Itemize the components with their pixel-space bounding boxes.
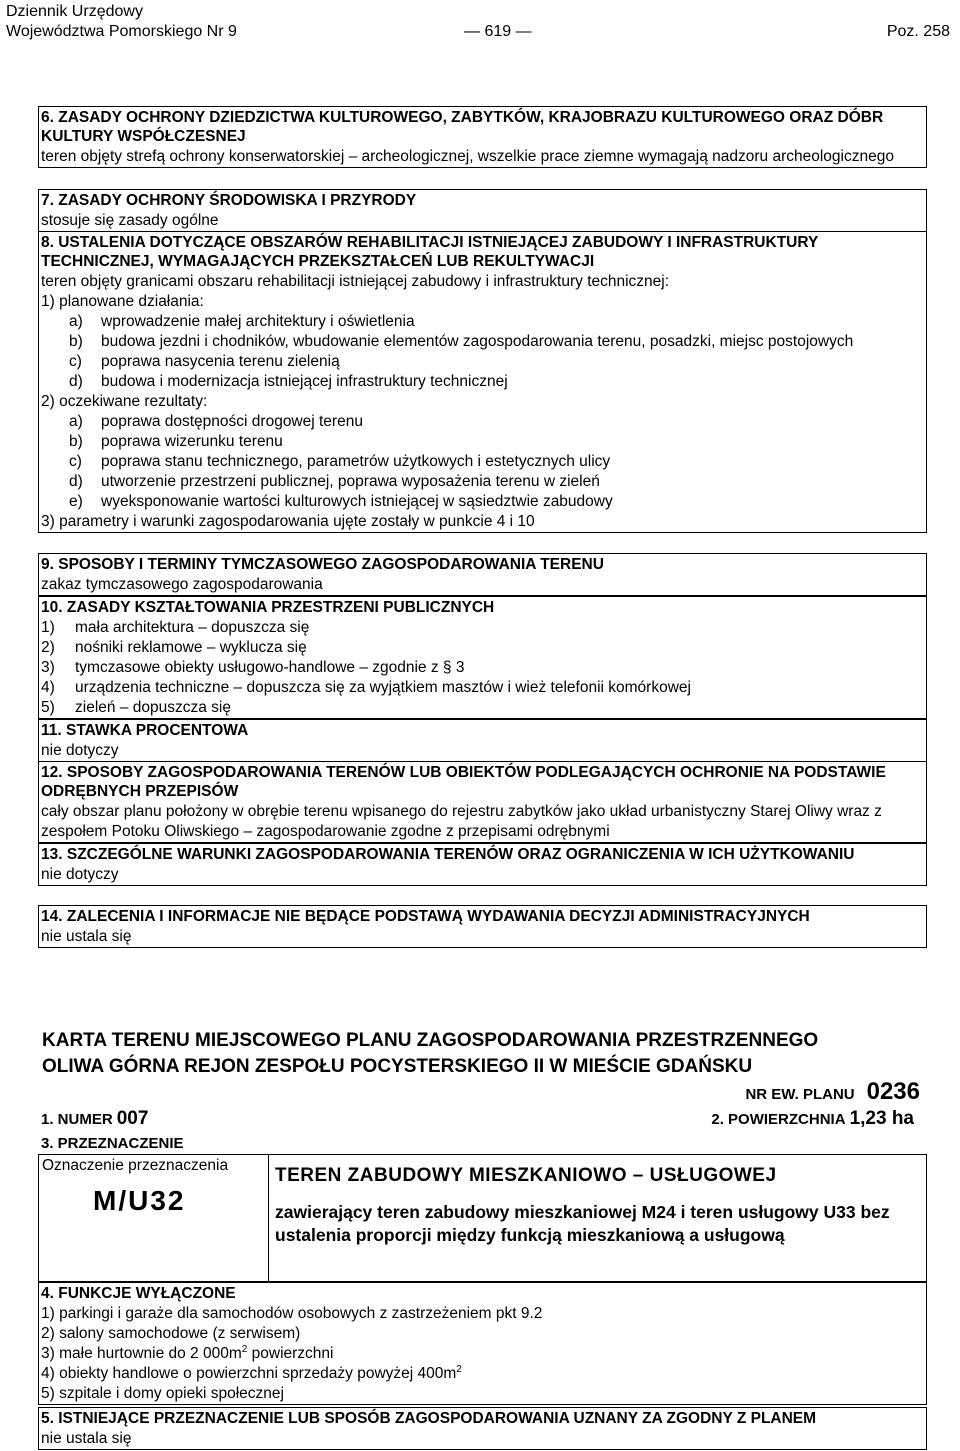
section-8-p1-label: 1) planowane działania:	[41, 293, 204, 310]
section-11	[38, 719, 927, 762]
section-8	[38, 231, 927, 533]
excluded-functions	[38, 1282, 927, 1405]
list-item: 5) szpitale i domy opieki społecznej	[41, 1385, 284, 1402]
section-10-title: 10. ZASADY KSZTAŁTOWANIA PRZESTRZENI PUBLICZNYCH	[41, 599, 495, 616]
area-size-label: 2. POWIERZCHNIA	[711, 1111, 846, 1128]
section-14-text: nie ustala się	[41, 928, 132, 945]
list-item: d) budowa i modernizacja istniejącej infrastruktury technicznej	[69, 373, 508, 390]
section-8-p3: 3) parametry i warunki zagospodarowania ujęte zostały w punkcie 4 i 10	[41, 513, 535, 530]
purpose-label: 3. PRZEZNACZENIE	[41, 1135, 184, 1152]
section-6	[38, 106, 927, 168]
section-12-text: cały obszar planu położony w obrębie terenu wpisanego do rejestru zabytków jako układ urbanistyczny Starej Oliwy wraz z zespołem Potoku Oliwskiego – zagospodarowanie zgodne z przepisami odrębnymi	[41, 803, 882, 840]
list-item: d) utworzenie przestrzeni publicznej, poprawa wyposażenia terenu w zieleń	[69, 473, 600, 490]
section-7-title: 7. ZASADY OCHRONY ŚRODOWISKA I PRZYRODY	[41, 192, 417, 209]
journal-title	[6, 2, 237, 42]
purpose-code: M/U32	[93, 1185, 186, 1216]
purpose-grid	[38, 1154, 927, 1282]
section-8-title: 8. USTALENIA DOTYCZĄCE OBSZARÓW REHABILITACJI ISTNIEJĄCEJ ZABUDOWY I INFRASTRUKTURY TECHNICZNEJ, WYMAGAJĄCYCH PRZEKSZTAŁCEŃ LUB REKULTYWACJI	[41, 234, 819, 270]
excluded-functions-title: 4. FUNKCJE WYŁĄCZONE	[41, 1285, 236, 1302]
area-number-label: 1. NUMER	[41, 1111, 113, 1128]
karta-title-line-2: OLIWA GÓRNA REJON ZESPOŁU POCYSTERSKIEGO II W MIEŚCIE GDAŃSKU	[42, 1056, 753, 1077]
purpose-description-cell	[275, 1165, 918, 1247]
section-8-body	[39, 272, 926, 532]
list-item: b) poprawa wizerunku terenu	[69, 433, 283, 450]
section-10	[38, 596, 927, 719]
section-9-title: 9. SPOSOBY I TERMINY TYMCZASOWEGO ZAGOSPODAROWANIA TERENU	[41, 556, 604, 573]
list-item: b) budowa jezdni i chodników, wbudowanie elementów zagospodarowania terenu, posadzki, miejsc postojowych	[69, 333, 854, 350]
area-number-value: 007	[116, 1108, 149, 1129]
purpose-description: zawierający teren zabudowy mieszkaniowej M24 i teren usługowy U33 bez ustalenia proporcji między funkcją mieszkaniową a usługową	[275, 1202, 890, 1245]
section-12-title: 12. SPOSOBY ZAGOSPODAROWANIA TERENÓW LUB OBIEKTÓW PODLEGAJĄCYCH OCHRONIE NA PODSTAWIE ODRĘBNYCH PRZEPISÓW	[41, 764, 886, 800]
section-8-intro: teren objęty granicami obszaru rehabilitacji istniejącej zabudowy i infrastruktury technicznej:	[41, 273, 670, 290]
journal-line-1: Dziennik Urzędowy	[6, 3, 143, 20]
excluded-functions-list	[39, 1304, 926, 1404]
section-8-p2-label: 2) oczekiwane rezultaty:	[41, 393, 208, 410]
purpose-code-caption: Oznaczenie przeznaczenia	[42, 1157, 229, 1174]
section-10-list	[39, 618, 926, 718]
section-14-title: 14. ZALECENIA I INFORMACJE NIE BĘDĄCE PODSTAWĄ WYDAWANIA DECYZJI ADMINISTRACYJNYCH	[41, 908, 810, 925]
existing-purpose-text: nie ustala się	[41, 1430, 132, 1447]
list-item: 4) urządzenia techniczne – dopuszcza się za wyjątkiem masztów i wież telefonii komórkowej	[41, 679, 691, 696]
section-9-text: zakaz tymczasowego zagospodarowania	[41, 576, 323, 593]
section-13-title: 13. SZCZEGÓLNE WARUNKI ZAGOSPODAROWANIA TERENÓW ORAZ OGRANICZENIA W ICH UŻYTKOWANIU	[41, 846, 855, 863]
list-item: a) wprowadzenie małej architektury i oświetlenia	[69, 313, 415, 330]
purpose-title: TEREN ZABUDOWY MIESZKANIOWO – USŁUGOWEJ	[275, 1165, 777, 1186]
area-size	[711, 1108, 914, 1130]
list-item: c) poprawa nasycenia terenu zielenią	[69, 353, 340, 370]
list-item: 5) zieleń – dopuszcza się	[41, 699, 231, 716]
section-12	[38, 761, 927, 843]
section-11-title: 11. STAWKA PROCENTOWA	[41, 722, 249, 739]
page-number: — 619 —	[464, 23, 532, 40]
list-item: c) poprawa stanu technicznego, parametrów użytkowych i estetycznych ulicy	[69, 453, 611, 470]
section-13	[38, 843, 927, 886]
purpose-code-cell	[39, 1155, 269, 1281]
list-item: 1) parkingi i garaże dla samochodów osobowych z zastrzeżeniem pkt 9.2	[41, 1305, 543, 1322]
section-6-title: 6. ZASADY OCHRONY DZIEDZICTWA KULTUROWEGO, ZABYTKÓW, KRAJOBRAZU KULTUROWEGO ORAZ DÓBR KULTURY WSPÓŁCZESNEJ	[41, 109, 884, 145]
list-item: 3) małe hurtownie do 2 $000m^2$ powierzchni	[41, 1343, 334, 1362]
section-6-text: teren objęty strefą ochrony konserwatorskiej – archeologicznej, wszelkie prace ziemne wymagają nadzoru archeologicznego	[41, 148, 894, 165]
journal-line-2: Województwa Pomorskiego Nr 9	[6, 23, 237, 40]
section-13-text: nie dotyczy	[41, 866, 119, 883]
plan-register-value: 0236	[866, 1078, 920, 1105]
list-item: 2) nośniki reklamowe – wyklucza się	[41, 639, 307, 656]
existing-purpose-title: 5. ISTNIEJĄCE PRZEZNACZENIE LUB SPOSÓB ZAGOSPODAROWANIA UZNANY ZA ZGODNY Z PLANEM	[41, 1410, 817, 1427]
section-9	[38, 553, 927, 596]
list-item: 3) tymczasowe obiekty usługowo-handlowe – zgodnie z § 3	[41, 659, 465, 676]
section-7-text: stosuje się zasady ogólne	[41, 212, 219, 229]
plan-register-label: NR EW. PLANU	[745, 1086, 855, 1103]
plan-register-number	[745, 1078, 920, 1106]
karta-title-line-1: KARTA TERENU MIEJSCOWEGO PLANU ZAGOSPODAROWANIA PRZESTRZENNEGO	[42, 1030, 819, 1051]
area-size-value: 1,23 ha	[849, 1108, 914, 1129]
list-item: 2) salony samochodowe (z serwisem)	[41, 1325, 301, 1342]
section-14	[38, 905, 927, 948]
section-7	[38, 189, 927, 232]
area-number	[41, 1108, 148, 1130]
position-number: Poz. 258	[886, 23, 950, 40]
list-item: a) poprawa dostępności drogowej terenu	[69, 413, 363, 430]
list-item: 4) obiekty handlowe o powierzchni sprzedaży powyżej $400m^2$	[41, 1363, 462, 1382]
karta-title	[42, 1028, 818, 1080]
list-item: e) wyeksponowanie wartości kulturowych istniejącej w sąsiedztwie zabudowy	[69, 493, 613, 510]
section-11-text: nie dotyczy	[41, 742, 119, 759]
existing-purpose	[38, 1407, 927, 1450]
list-item: 1) mała architektura – dopuszcza się	[41, 619, 310, 636]
